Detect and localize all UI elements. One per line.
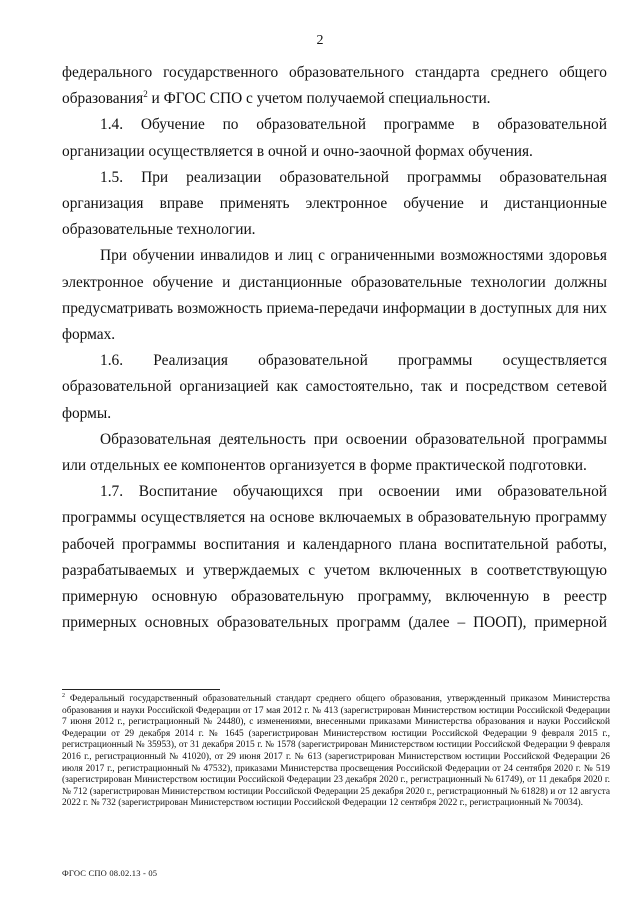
page-number: 2 xyxy=(316,33,324,48)
document-code: ФГОС СПО 08.02.13 - 05 xyxy=(62,868,158,878)
paragraph-practical-training: Образовательная деятельность при освоении образовательной программы или отдельных ее компонентов организуется в форме практической подготовки. xyxy=(62,430,607,475)
paragraph-1-7: 1.7. Воспитание обучающихся при освоении ими образовательной программы осуществляется на основе включаемых в образовательную программу рабочей программы воспитания и календарного плана воспитательной работы, разрабатываемых и утверждаемых с учетом включенных в соответствующую примерную основную образовательную программу, включенную в реестр примерных основных образовательных программ (далее – ПООП), примерной xyxy=(62,483,607,632)
footnote-reference: 2 xyxy=(143,89,148,100)
paragraph-1-5: 1.5. При реализации образовательной программы образовательная организация вправе применять электронное обучение и дистанционные образовательные технологии. xyxy=(62,168,607,239)
paragraph-1-4: 1.4. Обучение по образовательной программе в образовательной организации осуществляется в очной и очно-заочной формах обучения. xyxy=(62,116,607,160)
paragraph-fgos-text-end: и ФГОС СПО с учетом получаемой специальности. xyxy=(147,90,491,108)
footnote-divider xyxy=(62,689,220,690)
paragraph-fgos-continuation xyxy=(62,60,607,112)
footnote-text: Федеральный государственный образовательный стандарт среднего общего образования, утвержденный приказом Министерства образования и науки Российской Федерации от 17 мая 2012 г. № 413 (зарегистрирован Министерством юстиции Российской Федерации 7 июня 2012 г., регистрационный № 24480), с изменениями, внесенными приказами Министерства образования и науки Российской Федерации от 29 декабря 2014 г. № 1645 (зарегистрирован Министерством юстиции Российской Федерации 9 февраля 2015 г., регистрационный № 35953), от 31 декабря 2015 г. № 1578 (зарегистрирован Министерством юстиции Российской Федерации 9 февраля 2016 г., регистрационный № 41020), от 29 июня 2017 г. № 613 (зарегистрирован Министерством юстиции Российской Федерации 26 июля 2017 г., регистрационный № 47532), приказами Министерства просвещения Российской Федерации от 24 сентября 2020 г. № 519 (зарегистрирован Министерством юстиции Российской Федерации 23 декабря 2020 г., регистрационный № 61749), от 11 декабря 2020 г. № 712 (зарегистрирован Министерством юстиции Российской Федерации 25 декабря 2020 г., регистрационный № 61828) и от 12 августа 2022 г. № 732 (зарегистрирован Министерством юстиции Российской Федерации 12 сентября 2022 г., регистрационный № 70034). xyxy=(62,694,610,809)
footnote xyxy=(62,694,610,810)
paragraph-fgos-text: федерального государственного образовательного стандарта среднего общего образования xyxy=(62,64,607,108)
paragraph-disabled-learners: При обучении инвалидов и лиц с ограниченными возможностями здоровья электронное обучение и дистанционные образовательные технологии должны предусматривать возможность приема-передачи информации в доступных для них формах. xyxy=(62,247,607,344)
footnote-marker: 2 xyxy=(62,692,65,699)
paragraph-1-6: 1.6. Реализация образовательной программы осуществляется образовательной организацией как самостоятельно, так и посредством сетевой формы. xyxy=(62,352,607,422)
main-text xyxy=(62,60,607,636)
